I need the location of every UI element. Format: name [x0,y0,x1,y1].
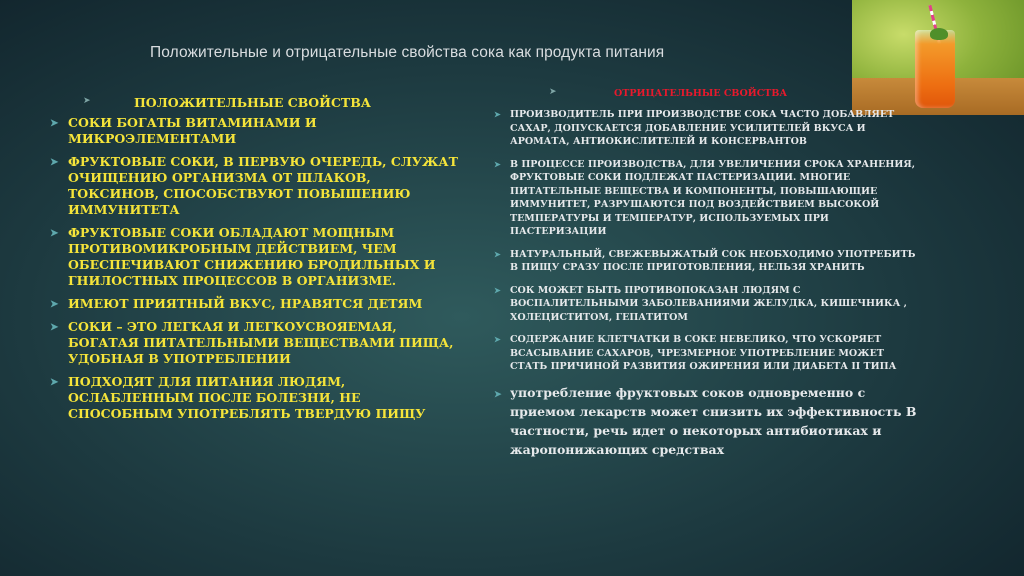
positive-heading-row [50,95,460,111]
list-item-text: ФРУКТОВЫЕ СОКИ, В ПЕРВУЮ ОЧЕРЕДЬ, СЛУЖАТ ОЧИЩЕНИЮ ОРГАНИЗМА ОТ ШЛАКОВ, ТОКСИНОВ, СПОСОБСТВУЮТ ПОВЫШЕНИЮ ИММУНИТЕТА [68,154,458,217]
arrowhead-bullet-icon: ➤ [50,228,59,239]
list-item-text: В ПРОЦЕССЕ ПРОИЗВОДСТВА, ДЛЯ УВЕЛИЧЕНИЯ СРОКА ХРАНЕНИЯ, ФРУКТОВЫЕ СОКИ ПОДЛЕЖАТ ПАСТЕРИЗАЦИИ. МНОГИЕ ПИТАТЕЛЬНЫЕ ВЕЩЕСТВА И КОМПОНЕНТЫ, ПОВЫШАЮЩИЕ ИММУНИТЕТ, РАЗРУШАЮТСЯ ПОД ВОЗДЕЙСТВИЕМ ВЫСОКОЙ ТЕМПЕРАТУРЫ И ТЕМПЕРАТУР, ИСПОЛЬЗУЕМЫХ ПРИ ПАСТЕРИЗАЦИИ [510,158,916,237]
list-item-text: НАТУРАЛЬНЫЙ, СВЕЖЕВЫЖАТЫЙ СОК НЕОБХОДИМО УПОТРЕБИТЬ В ПИЩУ СРАЗУ ПОСЛЕ ПРИГОТОВЛЕНИЯ, НЕЛЬЗЯ ХРАНИТЬ [510,248,916,273]
list-item-text: СОКИ – ЭТО ЛЕГКАЯ И ЛЕГКОУСВОЯЕМАЯ, БОГАТАЯ ПИТАТЕЛЬНЫМИ ВЕЩЕСТВАМИ ПИЩА, УДОБНАЯ В УПОТРЕБЛЕНИИ [68,319,454,366]
list-item [50,296,460,312]
arrowhead-bullet-icon: ➤ [494,158,501,169]
list-item [494,333,922,374]
arrowhead-bullet-icon: ➤ [494,109,501,119]
list-item [494,108,922,149]
list-item [494,284,922,325]
arrowhead-bullet-icon: ➤ [50,299,59,310]
list-item-text: ПРОИЗВОДИТЕЛЬ ПРИ ПРОИЗВОДСТВЕ СОКА ЧАСТО ДОБАВЛЯЕТ САХАР, ДОПУСКАЕТСЯ ДОБАВЛЕНИЕ УСИЛИТЕЛЕЙ ВКУСА И АРОМАТА, АНТИОКИСЛИТЕЛЕЙ И КОНСЕРВАНТОВ [510,109,895,147]
list-item [494,248,922,275]
list-item [50,154,460,218]
list-item [494,383,922,459]
list-item-text: ПОДХОДЯТ ДЛЯ ПИТАНИЯ ЛЮДЯМ, ОСЛАБЛЕННЫМ ПОСЛЕ БОЛЕЗНИ, НЕ СПОСОБНЫМ УПОТРЕБЛЯТЬ ТВЕРДУЮ ПИЩУ [68,374,426,421]
list-item-text: ИМЕЮТ ПРИЯТНЫЙ ВКУС, НРАВЯТСЯ ДЕТЯМ [68,296,423,311]
list-item-text: ФРУКТОВЫЕ СОКИ ОБЛАДАЮТ МОЩНЫМ ПРОТИВОМИКРОБНЫМ ДЕЙСТВИЕМ, ЧЕМ ОБЕСПЕЧИВАЮТ СНИЖЕНИЮ БРОДИЛЬНЫХ И ГНИЛОСТНЫХ ПРОЦЕССОВ В ОРГАНИЗМЕ. [68,225,436,288]
arrowhead-bullet-icon: ➤ [50,157,59,168]
negative-heading-row [502,88,922,100]
arrowhead-bullet-icon: ➤ [494,334,501,344]
list-item [50,374,460,422]
list-item-text: СОКИ БОГАТЫ ВИТАМИНАМИ И МИКРОЭЛЕМЕНТАМИ [68,115,317,146]
positive-heading: ПОЛОЖИТЕЛЬНЫЕ СВОЙСТВА [134,95,371,110]
negative-properties-column [494,87,922,468]
arrowhead-bullet-icon: ➤ [50,322,59,333]
negative-list [494,108,922,459]
positive-list [50,115,460,422]
arrowhead-bullet-icon: ➤ [494,284,501,295]
list-item-text: СОДЕРЖАНИЕ КЛЕТЧАТКИ В СОКЕ НЕВЕЛИКО, ЧТО УСКОРЯЕТ ВСАСЫВАНИЕ САХАРОВ, ЧРЕЗМЕРНОЕ УПОТРЕБЛЕНИЕ МОЖЕТ СТАТЬ ПРИЧИНОЙ РАЗВИТИЯ ОЖИРЕНИЯ ИЛИ ДИАБЕТА II ТИПА [510,334,897,372]
slide-title: Положительные и отрицательные свойства сока как продукта питания [150,44,665,61]
negative-heading: ОТРИЦАТЕЛЬНЫЕ СВОЙСТВА [614,88,788,99]
list-item-text: СОК МОЖЕТ БЫТЬ ПРОТИВОПОКАЗАН ЛЮДЯМ С ВОСПАЛИТЕЛЬНЫМИ ЗАБОЛЕВАНИЯМИ ЖЕЛУДКА, КИШЕЧНИКА , ХОЛЕЦИСТИТОМ, ГЕПАТИТОМ [510,284,907,323]
arrowhead-bullet-icon: ➤ [494,389,502,400]
list-item [50,115,460,147]
list-item-text: употребление фруктовых соков одновременно с приемом лекарств может снизить их эффективность В частности, речь идет о некоторых антибиотиках и жаропонижающих средствах [510,384,917,457]
positive-properties-column [50,90,460,429]
arrowhead-bullet-icon: ➤ [50,377,59,388]
list-item [50,319,460,367]
list-item [494,158,922,239]
arrowhead-bullet-icon: ➤ [50,118,59,129]
arrowhead-bullet-icon: ➤ [494,248,501,259]
list-item [50,225,460,289]
mint-leaf [930,28,948,40]
arrowhead-bullet-icon: ➤ [83,96,91,106]
arrowhead-bullet-icon: ➤ [549,87,557,97]
